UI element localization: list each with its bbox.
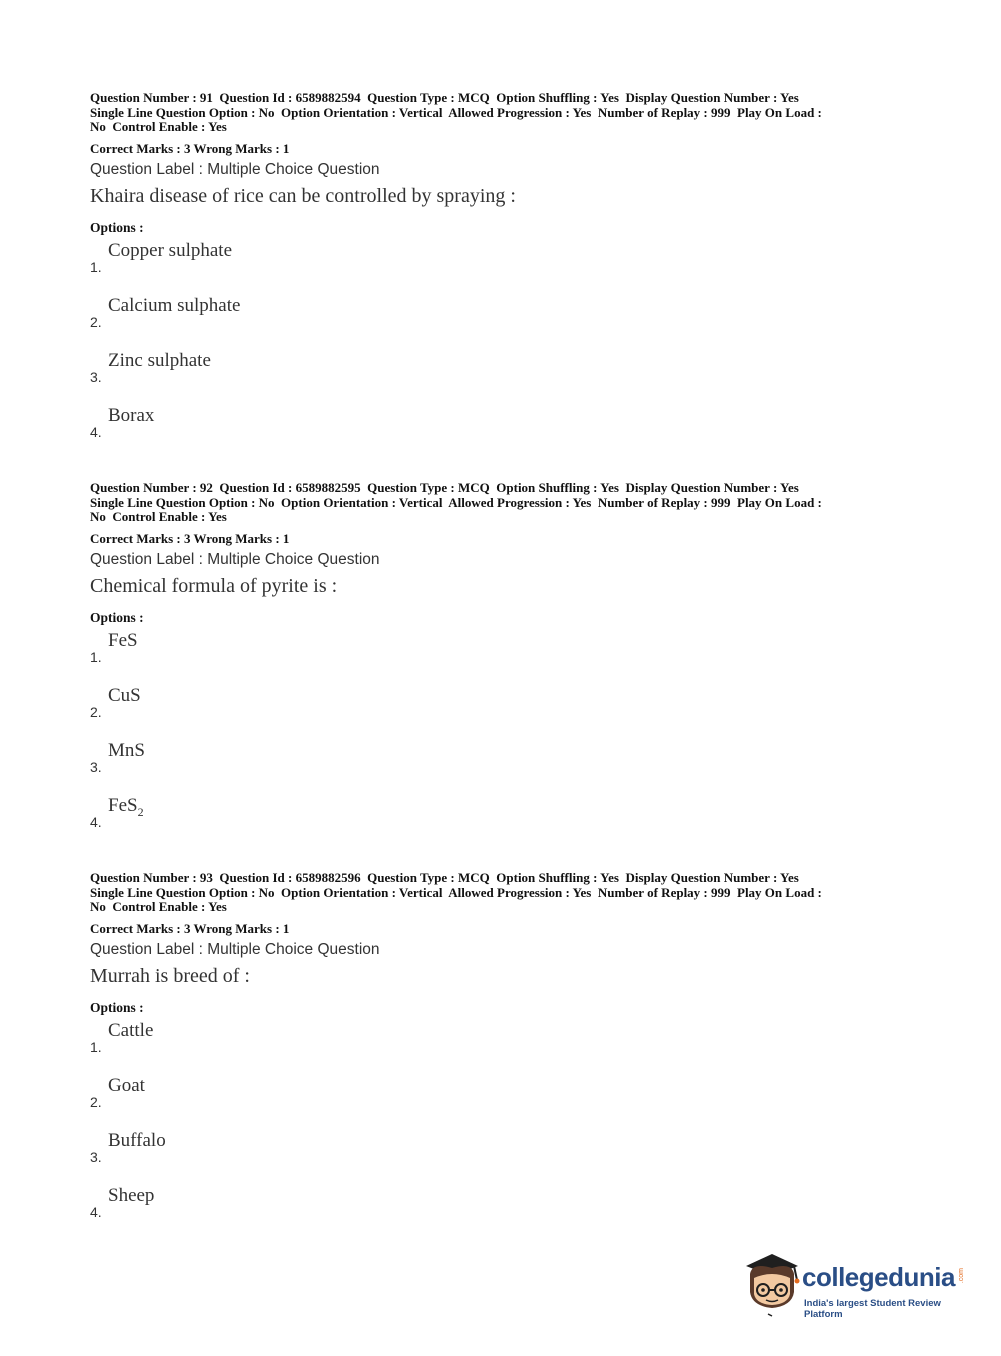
option-3 [90, 1126, 950, 1181]
question-text: Murrah is breed of : [90, 964, 250, 987]
option-number: 2. [90, 703, 102, 720]
option-number: 3. [90, 368, 102, 385]
options-title: Options : [90, 609, 144, 625]
meta-line: Question Number : 92 Question Id : 6589882595 Question Type : MCQ Option Shuffling : Yes Display Question Number : Yes [90, 480, 799, 495]
option-1 [90, 236, 950, 291]
question-block-91 [90, 91, 950, 456]
option-2 [90, 681, 950, 736]
option-1 [90, 1016, 950, 1071]
option-number: 3. [90, 758, 102, 775]
question-meta [90, 91, 950, 135]
collegedunia-logo [742, 1248, 972, 1320]
option-4 [90, 401, 950, 456]
option-text: FeS [108, 629, 138, 651]
option-text: Copper sulphate [108, 239, 233, 261]
option-3 [90, 346, 950, 401]
meta-line: No Control Enable : Yes [90, 119, 227, 134]
mascot-icon [742, 1248, 804, 1320]
logo-wordmark: collegedunia [802, 1262, 955, 1292]
formula-subscript: 2 [137, 804, 144, 819]
option-4 [90, 1181, 950, 1236]
meta-line: Single Line Question Option : No Option Orientation : Vertical Allowed Progression : Yes Number of Replay : 999 Play On Load : [90, 104, 822, 120]
logo-tagline: India's largest Student Review Platform [804, 1298, 941, 1320]
question-label: Question Label : Multiple Choice Question [90, 940, 380, 958]
option-1 [90, 626, 950, 681]
question-meta [90, 871, 950, 915]
option-text: Calcium sulphate [108, 294, 241, 316]
meta-line: Single Line Question Option : No Option Orientation : Vertical Allowed Progression : Yes Number of Replay : 999 Play On Load : [90, 884, 822, 900]
option-3 [90, 736, 950, 791]
marks-line: Correct Marks : 3 Wrong Marks : 1 [90, 530, 290, 546]
option-number: 1. [90, 648, 102, 665]
question-block-93 [90, 871, 950, 1236]
option-text: Cattle [108, 1019, 154, 1041]
option-number: 4. [90, 813, 102, 830]
question-label: Question Label : Multiple Choice Question [90, 160, 380, 178]
option-text: Goat [108, 1074, 145, 1096]
question-text: Khaira disease of rice can be controlled by spraying : [90, 184, 516, 207]
options-title: Options : [90, 999, 144, 1015]
option-number: 2. [90, 313, 102, 330]
meta-line: No Control Enable : Yes [90, 509, 227, 524]
option-text: CuS [108, 684, 141, 706]
option-number: 1. [90, 258, 102, 275]
option-number: 1. [90, 1038, 102, 1055]
meta-line: Question Number : 93 Question Id : 6589882596 Question Type : MCQ Option Shuffling : Yes Display Question Number : Yes [90, 870, 799, 885]
question-label: Question Label : Multiple Choice Question [90, 550, 380, 568]
meta-line: Single Line Question Option : No Option Orientation : Vertical Allowed Progression : Yes Number of Replay : 999 Play On Load : [90, 494, 822, 510]
option-text: Buffalo [108, 1129, 166, 1151]
option-text: Sheep [108, 1184, 155, 1206]
option-text: MnS [108, 739, 145, 761]
option-2 [90, 1071, 950, 1126]
question-text: Chemical formula of pyrite is : [90, 574, 338, 597]
option-number: 4. [90, 1203, 102, 1220]
question-block-92 [90, 481, 950, 846]
option-number: 3. [90, 1148, 102, 1165]
option-number: 4. [90, 423, 102, 440]
option-4 [90, 791, 950, 846]
option-text: Zinc sulphate [108, 349, 211, 371]
option-2 [90, 291, 950, 346]
question-meta [90, 481, 950, 525]
option-text: Borax [108, 404, 155, 426]
option-text [108, 795, 144, 820]
marks-line: Correct Marks : 3 Wrong Marks : 1 [90, 920, 290, 936]
meta-line: No Control Enable : Yes [90, 899, 227, 914]
option-number: 2. [90, 1093, 102, 1110]
formula-base: FeS [108, 794, 138, 816]
meta-line: Question Number : 91 Question Id : 6589882594 Question Type : MCQ Option Shuffling : Yes Display Question Number : Yes [90, 90, 799, 105]
logo-suffix: .com [958, 1268, 965, 1284]
marks-line: Correct Marks : 3 Wrong Marks : 1 [90, 140, 290, 156]
options-title: Options : [90, 219, 144, 235]
